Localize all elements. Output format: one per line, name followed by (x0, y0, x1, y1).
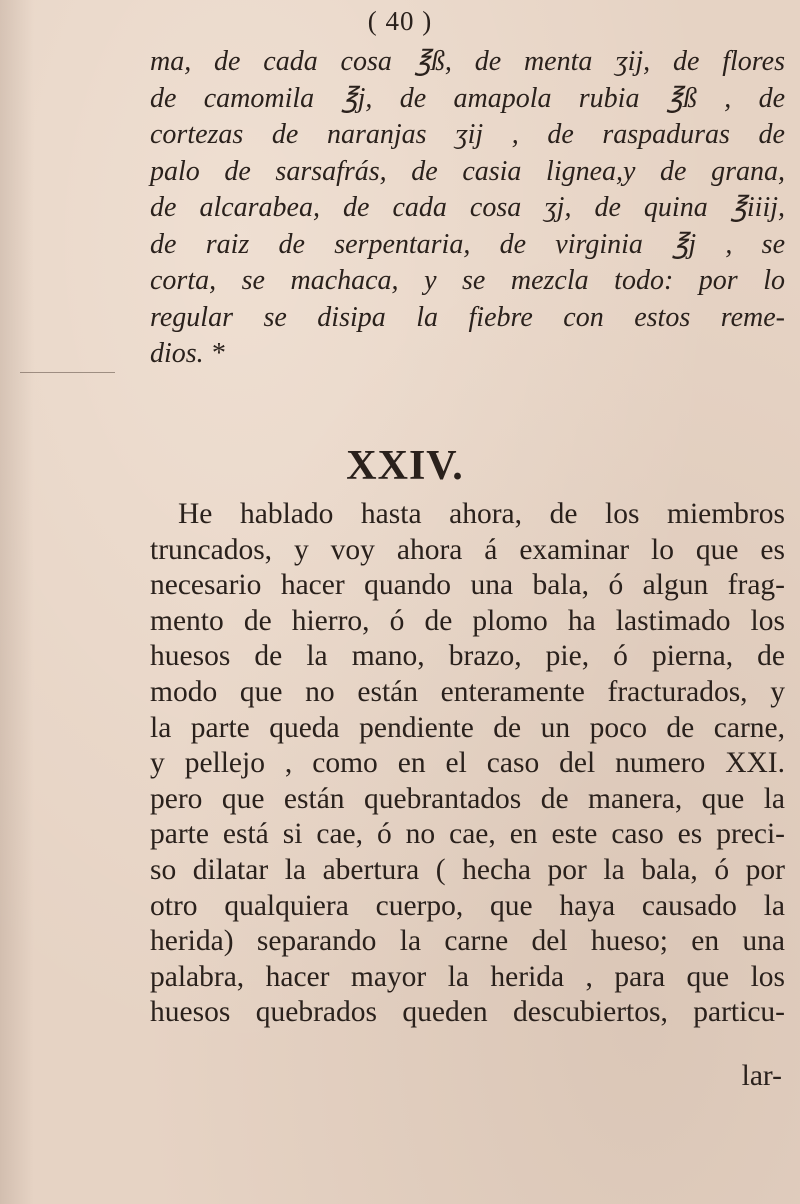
body-line: so dilatar la abertura ( hecha por la bala, ó por (150, 853, 785, 886)
recipe-paragraph (150, 44, 785, 373)
recipe-line: de raiz de serpentaria, de virginia ℥j , se (150, 228, 785, 260)
body-line: herida) separando la carne del hueso; en una (150, 925, 785, 958)
recipe-line: regular se disipa la fiebre con estos reme- (150, 301, 785, 333)
recipe-line: corta, se machaca, y se mezcla todo: por lo (150, 265, 785, 296)
body-line: modo que no están enteramente fracturados, y (150, 675, 785, 708)
margin-rule (20, 372, 115, 373)
body-line: huesos de la mano, brazo, pie, ó pierna, de (150, 640, 785, 673)
recipe-line: ma, de cada cosa ℥ß, de menta ʒij, de flores (150, 46, 785, 77)
body-paragraph (150, 497, 785, 1031)
body-line: la parte queda pendiente de un poco de carne, (150, 711, 785, 744)
body-line: otro qualquiera cuerpo, que haya causado la (150, 889, 785, 922)
recipe-line: de alcarabea, de cada cosa ʒj, de quina ℥iiij, (150, 192, 785, 223)
page-number: ( 40 ) (367, 6, 433, 36)
body-line: huesos quebrados queden descubiertos, particu- (150, 996, 785, 1029)
catchword: lar- (741, 1060, 782, 1092)
body-line: y pellejo , como en el caso del numero XXI. (150, 747, 785, 780)
body-line: pero que están quebrantados de manera, que la (150, 782, 785, 815)
body-line: He hablado hasta ahora, de los miembros (178, 498, 785, 530)
page-edge-shadow (0, 0, 34, 1204)
recipe-line: palo de sarsafrás, de casia lignea,y de grana, (150, 155, 785, 187)
body-line: truncados, y voy ahora á examinar lo que es (150, 533, 785, 566)
body-line: mento de hierro, ó de plomo ha lastimado los (150, 604, 785, 637)
recipe-line: cortezas de naranjas ʒij , de raspaduras de (150, 119, 785, 150)
section-heading: XXIV. (346, 443, 464, 489)
recipe-line: de camomila ℥j, de amapola rubia ℥ß , de (150, 82, 785, 114)
body-line: parte está si cae, ó no cae, en este caso es preci- (150, 818, 785, 851)
body-line: palabra, hacer mayor la herida , para que los (150, 960, 785, 993)
body-line: necesario hacer quando una bala, ó algun frag- (150, 569, 785, 602)
recipe-line: dios. * (150, 338, 225, 369)
